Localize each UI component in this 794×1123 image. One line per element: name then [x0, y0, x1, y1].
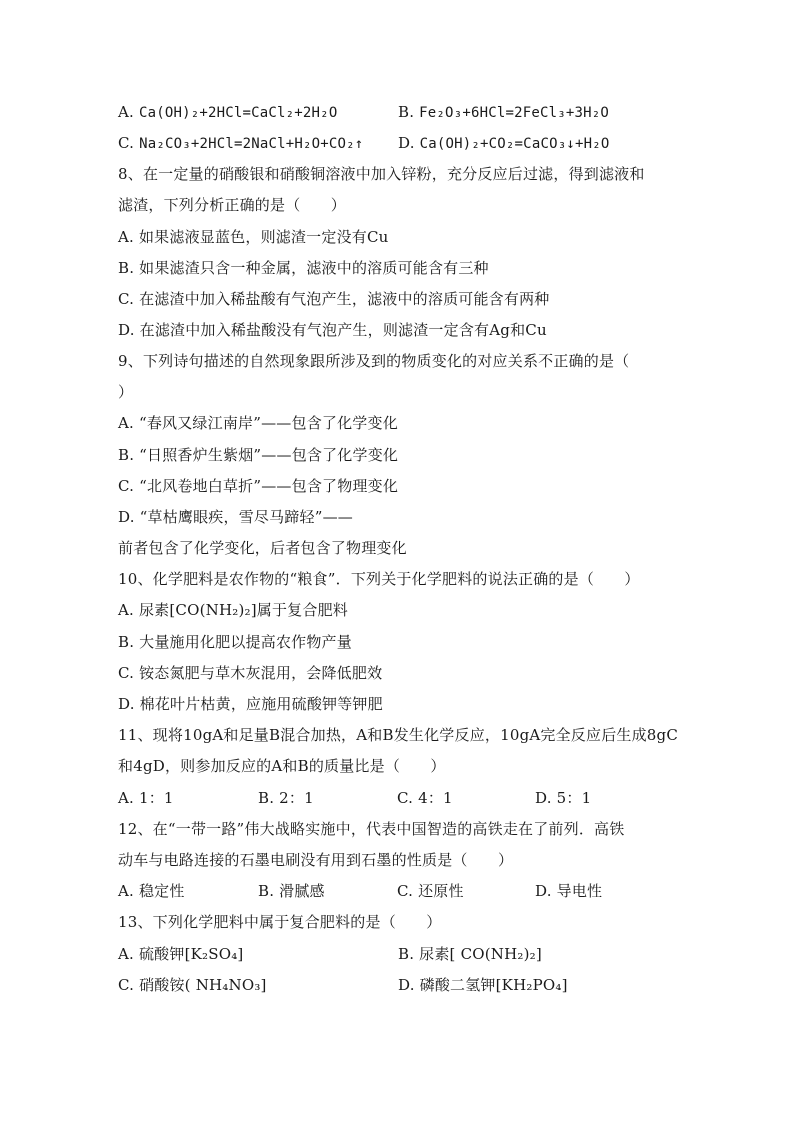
q10-option-d: D. 棉花叶片枯黄，应施用硫酸钾等钾肥 — [118, 695, 383, 713]
q12-option-b: B. 滑腻感 — [258, 882, 325, 900]
q12-option-a: A. 稳定性 — [118, 882, 185, 900]
q11-stem-line2: 和4gD，则参加反应的A和B的质量比是（ ） — [118, 757, 446, 775]
q7-option-a-text: Ca(OH)₂+2HCl=CaCl₂+2H₂O — [138, 105, 338, 121]
q7-option-d-label: D. — [398, 134, 415, 152]
q12-stem-line1: 12、在“一带一路”伟大战略实施中，代表中国智造的高铁走在了前列．高铁 — [118, 820, 625, 838]
q10-option-b: B. 大量施用化肥以提高农作物产量 — [118, 633, 352, 651]
q13-option-a: A. 硫酸钾[K₂SO₄] — [118, 945, 244, 963]
q8-stem-line1: 8、在一定量的硝酸银和硝酸铜溶液中加入锌粉，充分反应后过滤，得到滤液和 — [118, 165, 645, 183]
q7-option-c — [118, 133, 363, 154]
q7-option-a — [118, 102, 337, 123]
q9-option-c: C. “北风卷地白草折”——包含了物理变化 — [118, 477, 399, 495]
q10-stem: 10、化学肥料是农作物的“粮食”．下列关于化学肥料的说法正确的是（ ） — [118, 570, 640, 588]
q7-option-b-label: B. — [398, 103, 415, 121]
q7-option-d-text: Ca(OH)₂+CO₂=CaCO₃↓+H₂O — [419, 136, 610, 152]
q12-option-c: C. 还原性 — [397, 882, 464, 900]
q10-option-c: C. 铵态氮肥与草木灰混用，会降低肥效 — [118, 664, 383, 682]
q12-option-d: D. 导电性 — [535, 882, 603, 900]
q7-option-c-text: Na₂CO₃+2HCl=2NaCl+H₂O+CO₂↑ — [139, 136, 364, 152]
q8-option-b: B. 如果滤渣只含一种金属，滤液中的溶质可能含有三种 — [118, 259, 489, 277]
q11-stem-line1: 11、现将10gA和足量B混合加热，A和B发生化学反应，10gA完全反应后生成8gC — [118, 726, 679, 744]
q7-option-a-label: A. — [118, 103, 135, 121]
q13-option-c: C. 硝酸铵( NH₄NO₃] — [118, 976, 267, 994]
q13-option-d: D. 磷酸二氢钾[KH₂PO₄] — [398, 976, 568, 994]
q11-option-d: D. 5：1 — [535, 789, 592, 807]
q13-option-b: B. 尿素[ CO(NH₂)₂] — [398, 945, 542, 963]
q9-stem-line2: ） — [118, 383, 134, 401]
q9-stem-line1: 9、下列诗句描述的自然现象跟所涉及到的物质变化的对应关系不正确的是（ — [118, 352, 630, 370]
q9-option-a: A. “春风又绿江南岸”——包含了化学变化 — [118, 414, 398, 432]
q7-option-d — [398, 133, 609, 154]
q10-option-a: A. 尿素[CO(NH₂)₂]属于复合肥料 — [118, 601, 348, 619]
q9-option-d-line2: 前者包含了化学变化，后者包含了物理变化 — [118, 539, 407, 557]
q8-option-c: C. 在滤渣中加入稀盐酸有气泡产生，滤液中的溶质可能含有两种 — [118, 290, 550, 308]
q8-option-a: A. 如果滤液显蓝色，则滤渣一定没有Cu — [118, 228, 389, 246]
q12-stem-line2: 动车与电路连接的石墨电刷没有用到石墨的性质是（ ） — [118, 851, 514, 869]
q8-stem-line2: 滤渣，下列分析正确的是（ ） — [118, 196, 347, 214]
q7-option-b-text: Fe₂O₃+6HCl=2FeCl₃+3H₂O — [419, 105, 610, 121]
q8-option-d: D. 在滤渣中加入稀盐酸没有气泡产生，则滤渣一定含有Ag和Cu — [118, 321, 547, 339]
q9-option-d-line1: D. “草枯鹰眼疾，雪尽马蹄轻”—— — [118, 508, 353, 526]
q11-option-b: B. 2：1 — [258, 789, 314, 807]
q11-option-c: C. 4：1 — [397, 789, 453, 807]
q9-option-b: B. “日照香炉生紫烟”——包含了化学变化 — [118, 446, 399, 464]
q11-option-a: A. 1：1 — [118, 789, 174, 807]
q7-option-b — [398, 102, 609, 123]
q13-stem: 13、下列化学肥料中属于复合肥料的是（ ） — [118, 913, 442, 931]
q7-option-c-label: C. — [118, 134, 135, 152]
